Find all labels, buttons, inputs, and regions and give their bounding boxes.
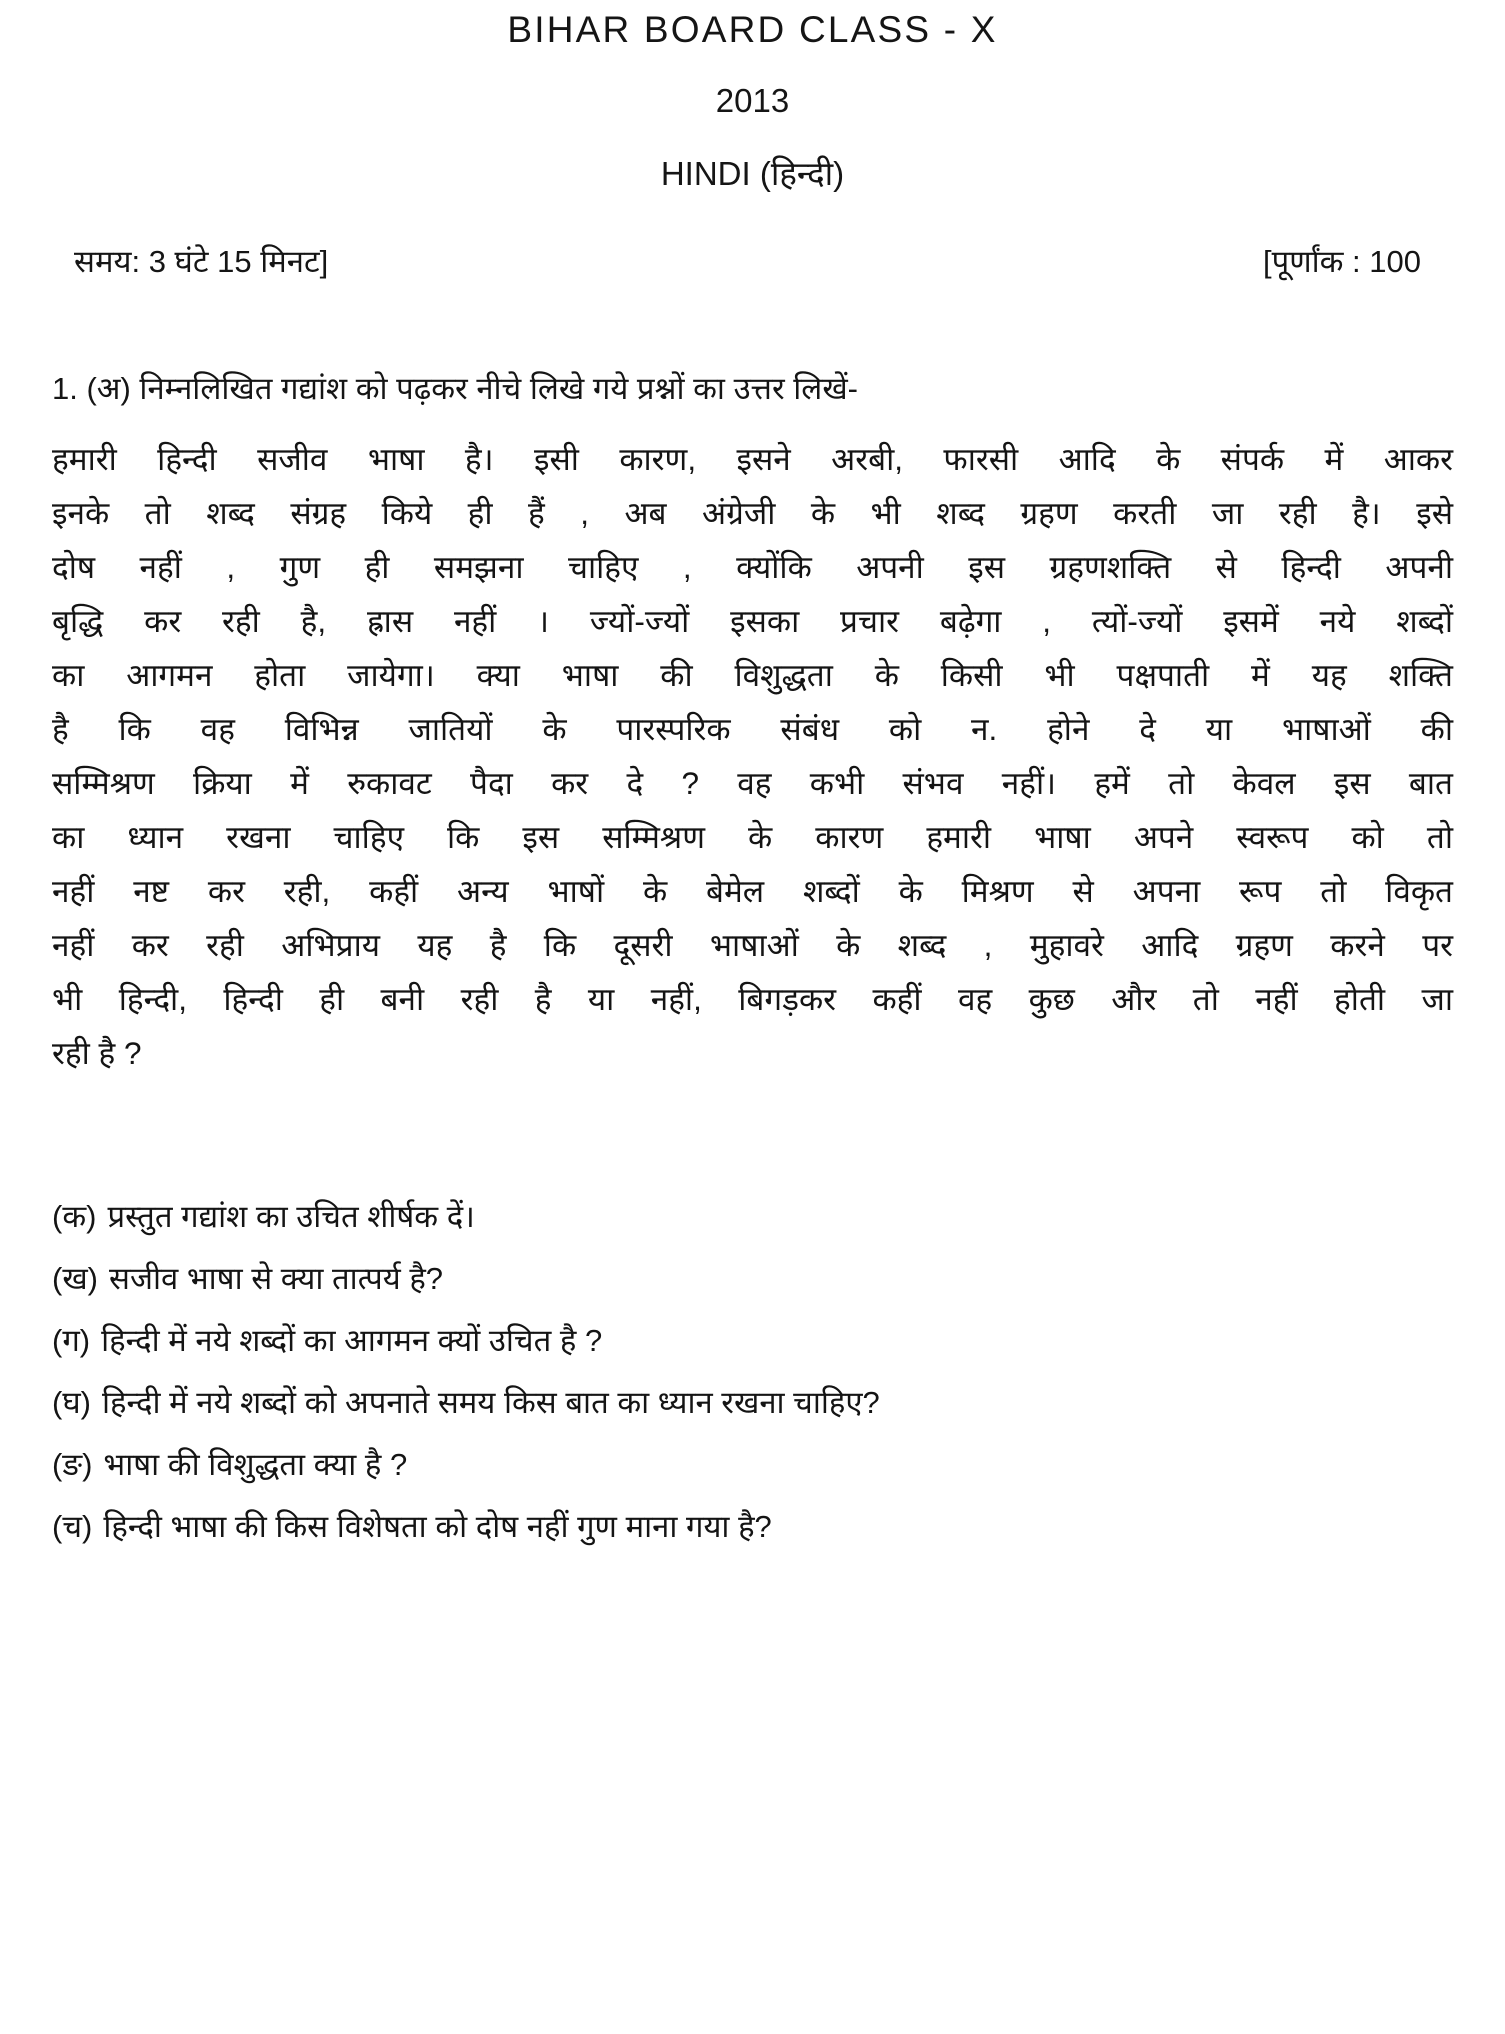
sub-question-ga [52, 1310, 1453, 1372]
sub-question-label: (ङ) [52, 1447, 93, 1483]
exam-meta-row [52, 194, 1453, 282]
sub-question-kha [52, 1248, 1453, 1310]
sub-question-text: प्रस्तुत गद्यांश का उचित शीर्षक दें। [107, 1199, 475, 1235]
exam-subject: HINDI (हिन्दी) [660, 154, 845, 192]
sub-question-text: हिन्दी में नये शब्दों का आगमन क्यों उचित है ? [101, 1323, 603, 1359]
passage-line: सम्मिश्रण क्रिया में रुकावट पैदा कर दे ? वह कभी संभव नहीं। हमें तो केवल इस बात [52, 764, 1453, 801]
sub-question-text: हिन्दी भाषा की किस विशेषता को दोष नहीं गुण माना गया है? [103, 1509, 772, 1545]
sub-question-ka [52, 1186, 1453, 1248]
passage-line: नहीं कर रही अभिप्राय यह है कि दूसरी भाषाओं के शब्द , मुहावरे आदि ग्रहण करने पर [52, 926, 1453, 963]
sub-question-gha [52, 1372, 1453, 1434]
exam-full-marks: [पूर्णांक : 100 [1262, 243, 1421, 279]
passage-line: रही है ? [52, 1034, 142, 1071]
passage-line: बृद्धि कर रही है, ह्रास नहीं । ज्यों-ज्यों इसका प्रचार बढ़ेगा , त्यों-ज्यों इसमें नये शब्दों [52, 602, 1453, 639]
sub-question-label: (क) [52, 1199, 97, 1235]
passage-line: का ध्यान रखना चाहिए कि इस सम्मिश्रण के कारण हमारी भाषा अपने स्वरूप को तो [52, 818, 1453, 855]
passage-line: हमारी हिन्दी सजीव भाषा है। इसी कारण, इसने अरबी, फारसी आदि के संपर्क में आकर [52, 440, 1453, 477]
sub-question-nga [52, 1434, 1453, 1496]
sub-question-label: (च) [52, 1509, 93, 1545]
sub-question-text: हिन्दी में नये शब्दों को अपनाते समय किस बात का ध्यान रखना चाहिए? [101, 1385, 880, 1421]
passage-line: है कि वह विभिन्न जातियों के पारस्परिक संबंध को न. होने दे या भाषाओं की [52, 710, 1453, 747]
passage-line: का आगमन होता जायेगा। क्या भाषा की विशुद्धता के किसी भी पक्षपाती में यह शक्ति [52, 656, 1453, 693]
passage-line: इनके तो शब्द संग्रह किये ही हैं , अब अंग्रेजी के भी शब्द ग्रहण करती जा रही है। इसे [52, 494, 1453, 531]
exam-time: समय: 3 घंटे 15 मिनट] [74, 243, 329, 279]
sub-question-label: (ख) [52, 1261, 99, 1297]
question-1-heading: 1. (अ) निम्नलिखित गद्यांश को पढ़कर नीचे लिखे गये प्रश्नों का उत्तर लिखें- [52, 370, 858, 406]
board-title: BIHAR BOARD CLASS - X [507, 9, 998, 50]
sub-question-text: सजीव भाषा से क्या तात्पर्य है? [109, 1261, 444, 1297]
sub-question-cha [52, 1496, 1453, 1558]
passage-line: भी हिन्दी, हिन्दी ही बनी रही है या नहीं, बिगड़कर कहीं वह कुछ और तो नहीं होती जा [52, 980, 1453, 1017]
question-1-passage [52, 410, 1453, 1080]
sub-question-label: (ग) [52, 1323, 91, 1359]
question-1-sub-questions [52, 1080, 1453, 1558]
passage-line: दोष नहीं , गुण ही समझना चाहिए , क्योंकि अपनी इस ग्रहणशक्ति से हिन्दी अपनी [52, 548, 1453, 585]
sub-question-label: (घ) [52, 1385, 91, 1421]
passage-line: नहीं नष्ट कर रही, कहीं अन्य भाषों के बेमेल शब्दों के मिश्रण से अपना रूप तो विकृत [52, 872, 1453, 909]
exam-year: 2013 [715, 81, 790, 119]
sub-question-text: भाषा की विशुद्धता क्या है ? [103, 1447, 408, 1483]
